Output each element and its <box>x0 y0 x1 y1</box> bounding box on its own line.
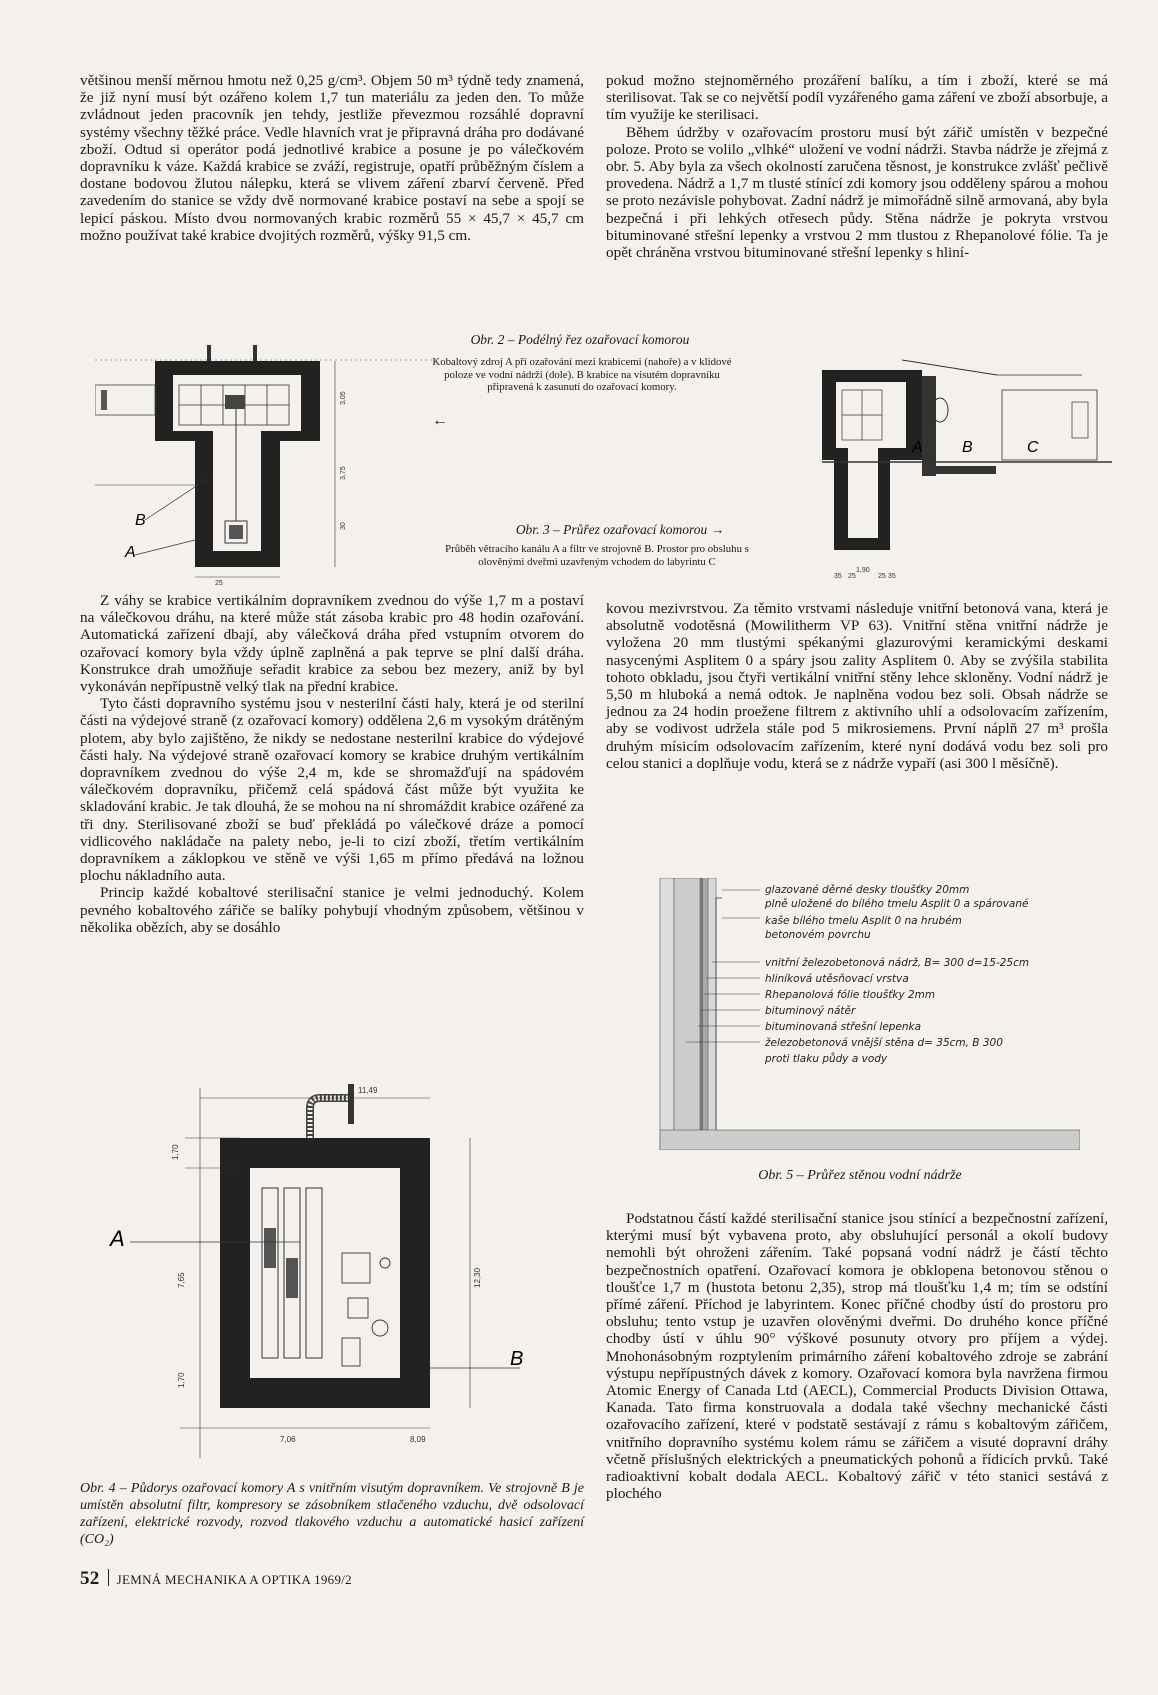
paragraph: pokud možno stejnoměrného prozáření balíku, a tím i zboží, které se má sterilisovat. Tak se co největší podíl vyzářeného gama záření ve zboží absorbuje, a tím využije ke sterilisaci. <box>606 72 1108 124</box>
label-b: B <box>135 512 146 529</box>
annotation: glazované děrné desky tloušťky 20mm <box>765 884 970 896</box>
paragraph: Z váhy se krabice vertikálním dopravníkem zvednou do výše 1,7 m a postaví na válečkovou dráhu, na které může stát zásoba krabic pro 48 hodin ozařování. Automatická zařízení dbají, aby válečková dráha před vstupním otvorem do ozařovací komory byla vždy úplně zaplněná a pak teprve se plní další dráha. Konstrukce drah umožňuje seřadit krabice za sebou bez mezery, aniž by byl vykonáván nepřípustně velký tlak na přední krabice. <box>80 592 584 696</box>
dimension: 11,49 <box>358 1086 378 1095</box>
dimension: 1,90 <box>856 567 870 574</box>
figure-2-caption: Obr. 2 – Podélný řez ozařovací komorou <box>470 332 690 347</box>
annotation: bituminový nátěr <box>765 1005 856 1017</box>
figure-3-arrow: → <box>710 522 725 537</box>
dimension: 35 <box>834 573 842 580</box>
annotation: železobetonová vnější stěna d= 35cm, B 300 <box>765 1037 1003 1049</box>
page-number: 52 <box>80 1568 100 1589</box>
annotation: plně uložené do bílého tmelu Asplit 0 a spárované <box>765 898 1029 910</box>
dimension: 3,75 <box>340 466 347 480</box>
dimension: 1,70 <box>177 1372 186 1388</box>
column-left-mid <box>80 592 584 936</box>
label-a: A <box>912 439 923 456</box>
figure-2-subcaption: Kobaltový zdroj A při ozařování mezi krabicemi (nahoře) a v klidové poloze ve vodní nádrži (dole). B krabice na visutém dopravníku připravená k zasunutí do ozařovací komory. <box>432 356 732 393</box>
paragraph: většinou menší měrnou hmotu než 0,25 g/cm³. Objem 50 m³ týdně tedy znamená, že již nyní musí být ozářeno kolem 1,7 tun materiálu za jeden den. To může zvládnout jeden pracovník jen tehdy, jestliže převezmou rozsáhlé dopravní systémy všechny těžké práce. Vedle hlavních vrat je připravná dráha pro dodávané zboží. Odtud si operátor podá jednotlivé krabice a posune je po válečkovém dopravníku k váze. Každá krabice se zváží, registruje, opatří průběžným číslem a dostane bodovou žlutou nálepku, která se vlivem záření zbarví červeně. Před zavedením do stanice se vždy dvě normované krabice postaví na sebe a spojí se lepicí páskou. Místo dvou normovaných krabic rozměrů 55 × 45,7 × 45,7 cm možno používat také krabice dvojitých rozměrů, výšky 91,5 cm. <box>80 72 584 244</box>
annotation: hliníková utěsňovací vrstva <box>765 973 909 985</box>
dimension: 1,70 <box>171 1144 180 1160</box>
dimension: 7,65 <box>177 1272 186 1288</box>
journal-title: JEMNÁ MECHANIKA A OPTIKA 1969/2 <box>116 1572 352 1587</box>
column-right-mid <box>606 600 1108 772</box>
column-right-bottom <box>606 1210 1108 1502</box>
column-left-top <box>80 72 584 244</box>
dimension: 25 <box>878 573 886 580</box>
label-b: B <box>962 439 973 456</box>
annotation: vnitřní železobetonová nádrž, B= 300 d=15-25cm <box>765 957 1030 969</box>
dimension: 7,06 <box>280 1435 296 1444</box>
paragraph: Princip každé kobaltové sterilisační stanice je velmi jednoduchý. Kolem pevného kobaltového zářiče se balíky pohybují vhodným způsobem, většinou v několika obězích, aby se dosáhlo <box>80 884 584 936</box>
paragraph: Během údržby v ozařovacím prostoru musí být zářič umístěn v bezpečné poloze. Proto se volilo „vlhké“ uložení ve vodní nádrži. Stavba nádrže je zřejmá z obr. 5. Aby byla za všech okolností zaručena těsnost, je konstrukce zvlášť pečlivě provedena. Nádrž a 1,7 m tlusté stínící zdi komory jsou odděleny spárou a mohou se proto nezávisle pohybovat. Zadní nádrž je mimořádně silně armovaná, aby byla bezpečná i při lehkých otřesech půdy. Stěna nádrže je pokryta vrstvou bituminované střešní lepenky a vrstvou 2 mm tlustou z Rhepanolové fólie. Ta je opět chráněna vrstvou bituminované střešní lepenky s hliní- <box>606 123 1108 262</box>
annotation: proti tlaku půdy a vody <box>765 1053 888 1065</box>
figure-3-caption-text: Obr. 3 – Průřez ozařovací komorou <box>515 522 708 537</box>
figure-2-drawing <box>95 345 440 585</box>
footer-divider <box>108 1569 109 1586</box>
annotation: kaše bílého tmelu Asplit 0 na hrubém <box>765 915 962 927</box>
figure-4-caption: Obr. 4 – Půdorys ozařovací komory A s vnitřním visutým dopravníkem. Ve strojovně B je umístěn absolutní filtr, kompresory se zásobníkem stlačeného vzduchu, dvě odsolovací zařízení, elektrické rozvody, rozvod tlakového vzduchu a automatické hasicí zařízení (CO₂) <box>80 1481 584 1547</box>
figure-3-caption <box>440 522 800 538</box>
column-right-top <box>606 72 1108 261</box>
paragraph: kovou mezivrstvou. Za těmito vrstvami následuje vnitřní betonová vana, která je absolutně vodotěsná (Mowilitherm VP 63). Vnitřní stěna vnitřní nádrže je vyložena 20 mm tlustými spékanými glazurovými keramickými deskami nasycenými Asplitem 0 a spáry jsou zality Asplitem 0. Aby se zvýšila stabilita tohoto obkladu, jsou čtyři vertikální vnitřní stěny lehce skloněny. Vodní nádrž je 5,50 m hluboká a nemá odtok. Je naplněna vodou bez soli. Obsah nádrže se jednou za 24 hodin proežene filtrem z aktivního uhlí a odsolovacím zařízením, aby se vodivost udržela stále pod 5 mikrosiemens. První náplň 27 m³ prošla druhým mísicím odsolovacím zařízením, které nyní dodává vodu bez soli pro celou stanici a doplňuje vodu, která se z nádrže vypaří (asi 300 l měsíčně). <box>606 600 1108 772</box>
label-a: A <box>110 1226 125 1251</box>
figure-2-arrow: ← <box>432 412 448 429</box>
figure-4-drawing <box>80 1078 580 1478</box>
dimension: 30 <box>340 522 347 530</box>
dimension: 25 <box>848 573 856 580</box>
figure-3-subcaption: Průběh větracího kanálu A a filtr ve strojovně B. Prostor pro obsluhu s olověnými dveřmi uzavřeným vchodem do labyrintu C <box>445 543 749 568</box>
page-footer <box>80 1568 352 1590</box>
dimension: 12,30 <box>473 1267 482 1288</box>
label-b: B <box>510 1348 524 1370</box>
paragraph: Podstatnou částí každé sterilisační stanice jsou stínící a bezpečnostní zařízení, kterými musí být vybavena proto, aby obsluhující personál a okolí budovy nemohli být ohroženi zářením. Také popsaná vodní nádrž je částí těchto bezpečnostních opatření. Ozařovací komora je obklopena betonovou stěnou o tloušťce 1,7 m (hustota betonu 2,35), strop má tloušťku 1,4 m; tím se odstíní přímé záření. Příchod je labyrintem. Konec příčné chodby ústí do prostoru pro obsluhu; tento vstup je uzavřen olověnými dveřmi. Do druhého konce příčné chodby ústí v úhlu 90° výškové posunuty otvory pro příjem a výdej. Mnohonásobným rozptylením primárního záření kobaltového zdroje se zabrání výstupu nepřípustných dávek z komory. Ozařovací komora byla navržena firmou Atomic Energy of Canada Ltd (AECL), Commercial Products Division Ottawa, Kanada. Tato firma konstruovala a dodala také všechny mechanické části ozařovacího zařízení, které v podstatě sestávají z rámu s kobaltovým zářičem, vnitřního dopravního systému kolem rámu se zářičem a visuté dopravní dráhy včetně příslušných elektrických a pneumatických pohonů a řídicích prvků. Také radioaktivní kobalt dodala AECL. Kobaltový zářič v této stanici sestává z plochého <box>606 1210 1108 1503</box>
figure-5-caption: Obr. 5 – Průřez stěnou vodní nádrže <box>758 1168 962 1183</box>
annotation: betonovém povrchu <box>765 929 871 941</box>
dimension: 3,05 <box>340 391 347 405</box>
figure-3-drawing <box>822 350 1112 582</box>
label-a: A <box>125 544 136 561</box>
dimension: 25 <box>215 580 223 585</box>
dimension: 8,09 <box>410 1435 426 1444</box>
annotation: Rhepanolová fólie tloušťky 2mm <box>765 989 936 1001</box>
annotation: bituminovaná střešní lepenka <box>765 1021 922 1033</box>
dimension: 35 <box>888 573 896 580</box>
paragraph: Tyto části dopravního systému jsou v nesterilní části haly, která je od sterilní části na výdejové straně (z ozařovací komory) oddělena 2,6 m vysokým drátěným plotem, aby bylo zajištěno, že nikdy se nedostane nesterilní krabice do výdejové části haly. Na výdejové straně ozařovací komory se krabice druhým vertikálním dopravníkem zvednou do výše 2,4 m, kde se shromažďují na spádovém válečkovém dopravníku, přičemž celá spádová část může být využita ke skladování krabic. Je tak dlouhá, že se mohou na ní shromáždit krabice ozářené za tři dny. Sterilisované zboží se buď překládá po válečkové dráze a pomocí vidlicového nakládače na palety nebo, je-li to cizí zboží, třetím vertikálním dopravníkem a záklopkou ve stěně ve výši 1,65 m přímo předává na ložnou plochu nákladního auta. <box>80 695 584 885</box>
label-c: C <box>1027 439 1039 456</box>
figure-5-drawing <box>640 878 1080 1150</box>
